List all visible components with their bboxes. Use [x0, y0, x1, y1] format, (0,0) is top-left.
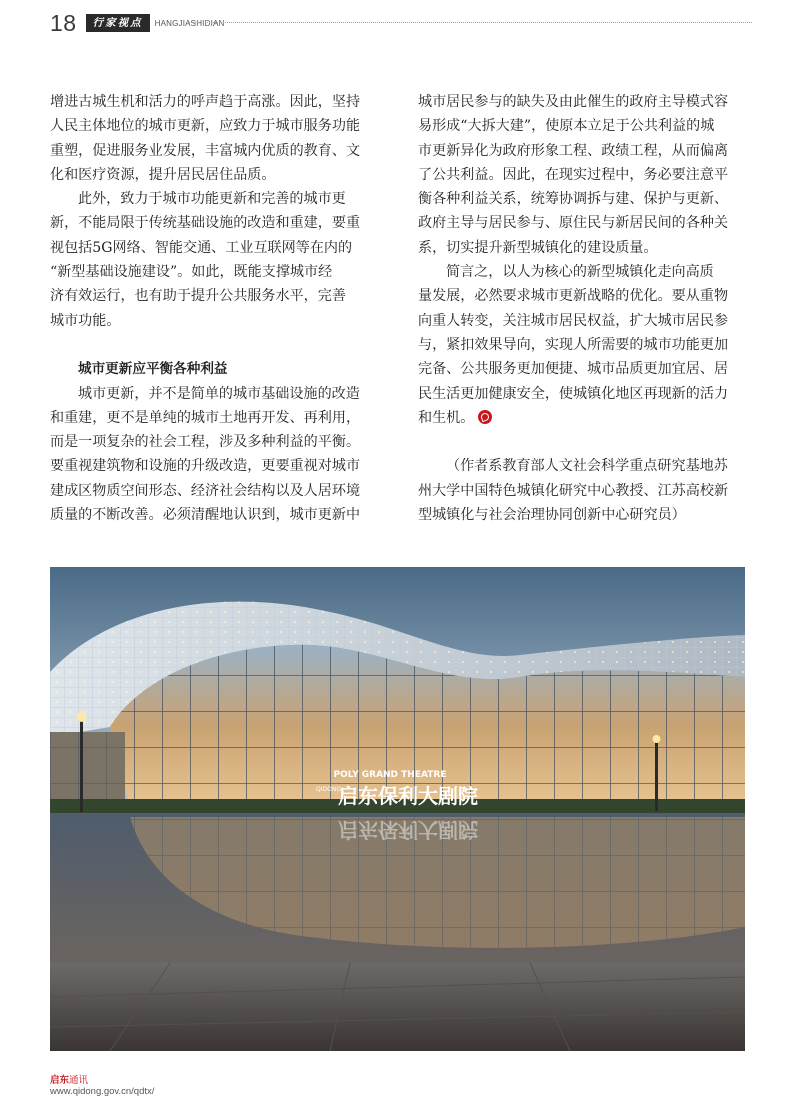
text-line: 和重建，更不是单纯的城市土地再开发、再利用，	[50, 409, 361, 426]
end-mark-icon	[478, 410, 492, 424]
text-line: 与，紧扣效果导向，实现人所需要的城市功能更加	[418, 336, 729, 353]
text-line: （作者系教育部人文社会科学重点研究基地苏	[446, 458, 728, 475]
text-line: 市更新异化为政府形象工程、政绩工程，从而偏离	[418, 142, 729, 159]
text-line: 州大学中国特色城镇化研究中心教授、江苏高校新	[418, 482, 729, 499]
footer-brand	[50, 1075, 154, 1086]
text-line: 衡各种利益关系，统筹协调拆与建、保护与更新、	[418, 191, 729, 208]
text-line: 建成区物质空间形态、经济社会结构以及人居环境	[50, 482, 361, 499]
paragraph-1	[50, 90, 379, 187]
section-tag: 行家视点	[86, 14, 150, 32]
text-line: 量发展，必然要求城市更新战略的优化。要从重物	[418, 288, 729, 305]
footer-url[interactable]: www.qidong.gov.cn/qdtx/	[50, 1086, 155, 1097]
text-line: 增进古城生机和活力的呼声趋于高涨。因此，坚持	[50, 94, 361, 110]
left-column	[50, 90, 379, 527]
text-line: 完备、公共服务更加便捷、城市品质更加宜居、居	[418, 361, 729, 378]
text-line	[418, 406, 747, 430]
text-line: 视包括5G网络、智能交通、工业互联网等在内的	[50, 239, 353, 256]
text-line: 城市更新，并不是简单的城市基础设施的改造	[78, 385, 360, 402]
spacer	[418, 430, 747, 454]
text-line: 简言之，以人为核心的新型城镇化走向高质	[446, 264, 714, 281]
paragraph-3	[50, 382, 379, 528]
text-line: 城市功能。	[50, 312, 121, 329]
text-line: 此外，致力于城市功能更新和完善的城市更	[78, 191, 346, 208]
text-line: 重塑，促进服务业发展，丰富城内优质的教育、文	[50, 142, 361, 159]
text-line: 型城镇化与社会治理协同创新中心研究员）	[418, 507, 686, 524]
page-footer	[50, 1075, 154, 1098]
header-divider	[188, 22, 752, 23]
page-number: 18	[50, 9, 77, 36]
text-line: 民生活更加健康安全，使城镇化地区再现新的活力	[418, 385, 729, 402]
text-line: 城市居民参与的缺失及由此催生的政府主导模式容	[418, 94, 729, 110]
text-line: 质量的不断改善。必须清醒地认识到，城市更新中	[50, 507, 361, 524]
last-line-text: 和生机。	[418, 409, 475, 426]
paragraph-4	[418, 90, 747, 260]
text-line: 要重视建筑物和设施的升级改造，更要重视对城市	[50, 458, 361, 475]
text-line: 向重人转变，关注城市居民权益，扩大城市居民参	[418, 312, 729, 329]
text-line: 新，不能局限于传统基础设施的改造和重建，要重	[50, 215, 361, 232]
footer-brand-rest: 通讯	[69, 1075, 89, 1086]
text-line: 而是一项复杂的社会工程，涉及多种利益的平衡。	[50, 434, 361, 451]
sign-english: POLY GRAND THEATRE	[333, 770, 447, 780]
text-line: 了公共利益。因此，在现实过程中，务必要注意平	[418, 166, 729, 183]
footer-brand-red: 启东	[50, 1075, 70, 1086]
section-pinyin: HANGJIASHIDIAN	[154, 18, 225, 28]
spacer	[50, 333, 379, 357]
section-heading: 城市更新应平衡各种利益	[78, 361, 228, 378]
theatre-photo	[50, 567, 745, 1051]
text-line: 人民主体地位的城市更新，应致力于城市服务功能	[50, 118, 361, 135]
paragraph-2	[50, 187, 379, 333]
right-column	[418, 90, 747, 527]
text-line: 易形成“大拆大建”，使原本立足于公共利益的城	[418, 118, 715, 135]
sign-chinese: 启东保利大剧院	[338, 784, 478, 808]
text-line: 政府主导与居民参与、原住民与新居民间的各种关	[418, 215, 729, 232]
paragraph-5	[418, 260, 747, 430]
text-line: 系，切实提升新型城镇化的建设质量。	[418, 239, 658, 256]
text-line: 化和医疗资源，提升居民居住品质。	[50, 166, 276, 183]
sign-reflection: 启东保利大剧院	[338, 818, 478, 842]
text-line: “新型基础设施建设”。如此，既能支撑城市经	[50, 264, 333, 281]
page-header	[50, 10, 225, 36]
text-line: 济有效运行，也有助于提升公共服务水平，完善	[50, 288, 346, 305]
author-bio	[418, 454, 747, 527]
sign-location: QIDONG	[316, 786, 341, 793]
